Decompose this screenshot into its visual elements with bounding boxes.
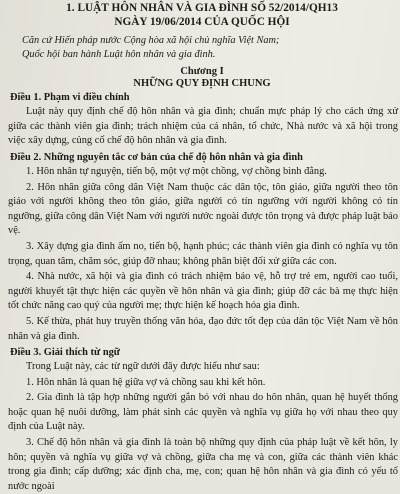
legal-basis-line-2: Quốc hội ban hành Luật hôn nhân và gia đình. xyxy=(22,48,216,60)
article-2-paragraph: 4. Nhà nước, xã hội và gia đình có trách nhiệm bảo vệ, hỗ trợ trẻ em, người cao tuổi, người khuyết tật thực hiện các quyền về hôn nhân và gia đình; giúp đỡ các bà mẹ thực hiện tốt chức năng cao quý của người mẹ; thực hiện kế hoạch hóa gia đình. xyxy=(8,271,398,312)
article-3-heading: Điều 3. Giải thích từ ngữ xyxy=(10,347,121,359)
legal-basis-line-1: Căn cứ Hiến pháp nước Cộng hòa xã hội chủ nghĩa Việt Nam; xyxy=(22,35,280,46)
article-3-paragraph: 1. Hôn nhân là quan hệ giữa vợ và chồng sau khi kết hôn. xyxy=(26,376,266,388)
law-title-line-2: NGÀY 19/06/2014 CỦA QUỐC HỘI xyxy=(114,15,290,28)
law-title-line-1: 1. LUẬT HÔN NHÂN VÀ GIA ĐÌNH SỐ 52/2014/QH13 xyxy=(66,2,338,14)
article-3-paragraph: 3. Chế độ hôn nhân và gia đình là toàn bộ những quy định của pháp luật về kết hôn, ly hôn; quyền và nghĩa vụ giữa vợ và chồng, giữa cha mẹ và con, giữa các thành viên khác trong gia đình; cấp dưỡng; xác định cha, mẹ, con; quan hệ hôn nhân và gia đình có yếu tố nước ngoài xyxy=(8,437,398,492)
article-3-paragraph: Trong Luật này, các từ ngữ dưới đây được hiểu như sau: xyxy=(26,361,260,373)
article-2-paragraph: 5. Kế thừa, phát huy truyền thống văn hóa, đạo đức tốt đẹp của dân tộc Việt Nam về hôn nhân và gia đình. xyxy=(8,315,398,342)
article-2-paragraph: 2. Hôn nhân giữa công dân Việt Nam thuộc các dân tộc, tôn giáo, giữa người theo tôn giáo với người không theo tôn giáo, giữa người có tín ngưỡng với người không có tín ngưỡng, giữa công dân Việt Nam với người nước ngoài được tôn trọng và được pháp luật bảo vệ. xyxy=(8,181,398,237)
article-2-paragraph: 3. Xây dựng gia đình ấm no, tiến bộ, hạnh phúc; các thành viên gia đình có nghĩa vụ tôn trọng, quan tâm, chăm sóc, giúp đỡ nhau; không phân biệt đối xử giữa các con. xyxy=(8,240,398,267)
article-3-paragraph: 2. Gia đình là tập hợp những người gắn bó với nhau do hôn nhân, quan hệ huyết thống hoặc quan hệ nuôi dưỡng, làm phát sinh các quyền và nghĩa vụ giữa họ với nhau theo quy định của Luật này. xyxy=(8,392,398,433)
article-1-paragraph: Luật này quy định chế độ hôn nhân và gia đình; chuẩn mực pháp lý cho cách ứng xử giữa các thành viên gia đình; trách nhiệm của cá nhân, tổ chức, Nhà nước và xã hội trong việc xây dựng, củng cố chế độ hôn nhân và gia đình. xyxy=(8,106,398,147)
article-2-heading: Điều 2. Những nguyên tắc cơ bản của chế độ hôn nhân và gia đình xyxy=(10,151,303,163)
document-text xyxy=(6,2,398,494)
article-1-heading: Điều 1. Phạm vi điều chỉnh xyxy=(10,92,130,104)
chapter-number: Chương I xyxy=(180,66,224,78)
chapter-title: NHỮNG QUY ĐỊNH CHUNG xyxy=(133,77,271,89)
article-2-paragraph: 1. Hôn nhân tự nguyện, tiến bộ, một vợ một chồng, vợ chồng bình đẳng. xyxy=(26,165,327,177)
